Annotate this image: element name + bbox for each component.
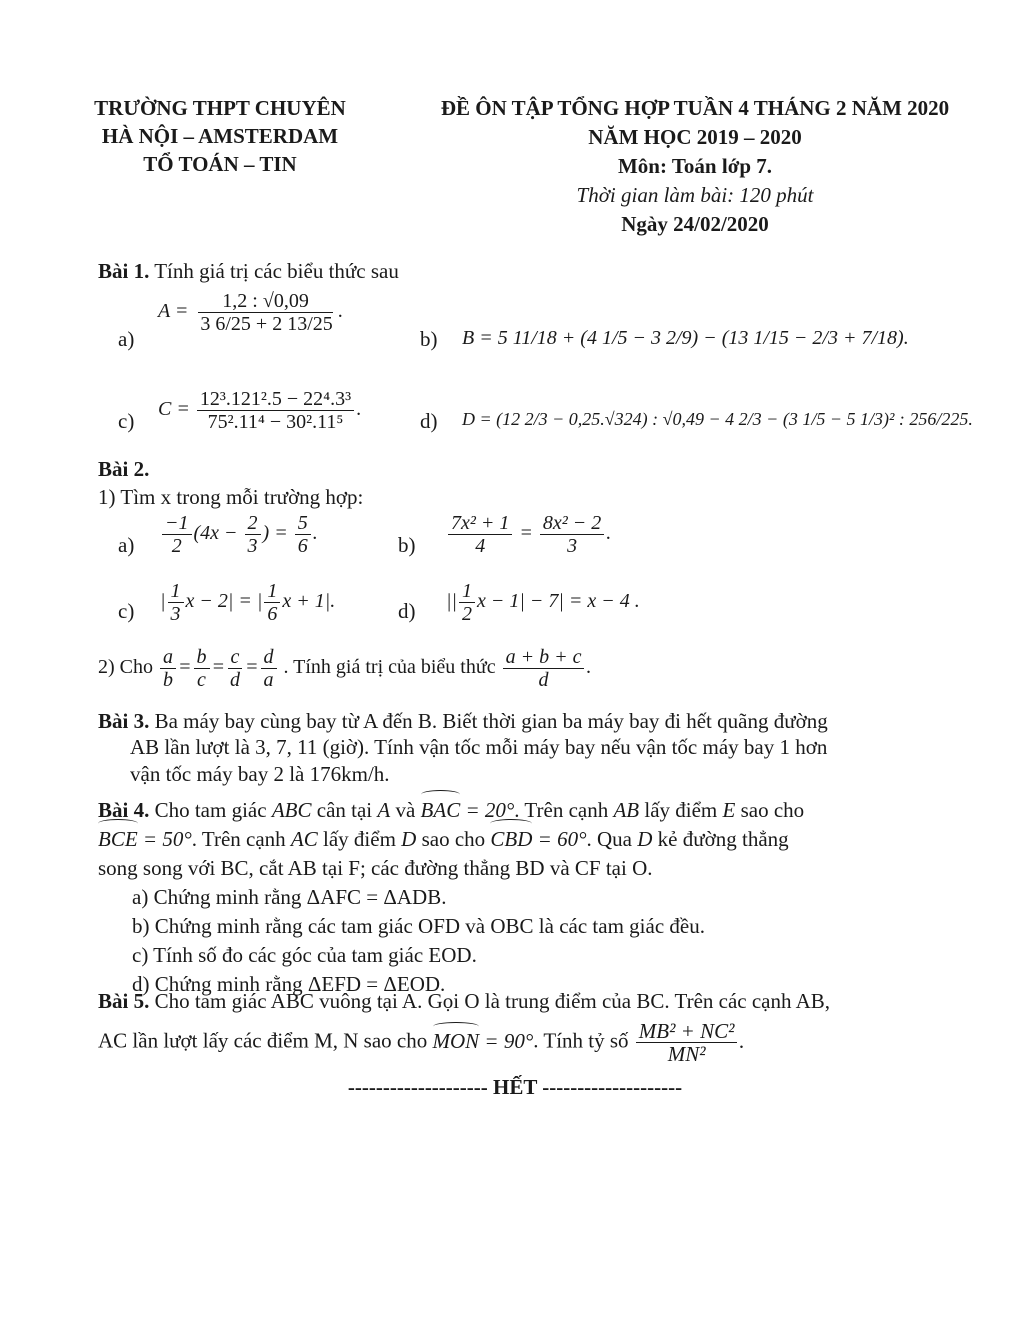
- bai1-title: Bài 1.: [98, 259, 150, 283]
- bai4-text: cân tại: [316, 798, 373, 822]
- bai1-a-expression: A = $\frac{1,2 : √0,09}{3 6/25 + 2 13/25}$ .: [158, 290, 343, 335]
- bai1-c-expression: C = $\frac{\text{12³.121².5 − 22⁴.3³}}{\text{75².11⁴ − 30².11⁵}}$ .: [158, 388, 362, 433]
- bai2-part2-text: . Tính giá trị của biểu thức: [283, 656, 496, 679]
- bai1-heading: [98, 258, 984, 284]
- bai1-c-prefix: C =: [158, 398, 190, 421]
- bai1-b-label: b): [420, 327, 438, 351]
- duration: Thời gian làm bài: 120 phút: [576, 183, 814, 207]
- bai4-text: . Trên cạnh: [191, 827, 286, 851]
- exam-title: ĐỀ ÔN TẬP TỔNG HỢP TUẦN 4 THÁNG 2 NĂM 2020: [440, 96, 950, 120]
- bai4-question-b: b) Chứng minh rằng các tam giác OFD và OBC là các tam giác đều.: [132, 914, 705, 938]
- bai5: Bài 5. Cho tam giác ABC vuông tại A. Gọi O là trung điểm của BC. Trên các cạnh AB, AC lần lượt lấy các điểm M, N sao cho MON = 90°. Tính tỷ số $\frac{\text{MB² + NC²}}{\text{MN²}}$ .: [98, 989, 831, 1067]
- bai1-d-label: d): [420, 409, 438, 433]
- bai2-a-label: a): [118, 533, 135, 557]
- bai3-line3: vận tốc máy bay 2 là 176km/h.: [130, 761, 390, 786]
- bai4-question-d: d) Chứng minh rằng ΔEFD = ΔEOD.: [132, 972, 446, 996]
- bai4-text: . Trên cạnh: [514, 798, 609, 822]
- bai3-line2: AB lần lượt là 3, 7, 11 (giờ). Tính vận tốc mỗi máy bay nếu vận tốc máy bay 1 hơn: [130, 735, 828, 760]
- exam-header: [400, 94, 990, 239]
- bai4: Bài 4. Cho tam giác ABC cân tại A và BAC = 20°. Trên cạnh AB lấy điểm E sao cho BCE = 50°. Trên cạnh AC lấy điểm D sao cho CBD = 60°. Qua D kẻ đường thẳng song song với BC, cắt AB tại F; các đường thẳng BD và CF tại O. a) Chứng minh rằng ΔAFC = ΔADB. b) Chứng minh rằng các tam giác OFD và OBC là các tam giác đều. c) Tính số đo các góc của tam giác EOD. d) Chứng minh rằng ΔEFD = ΔEOD.: [98, 796, 933, 999]
- school-year: NĂM HỌC 2019 – 2020: [588, 125, 802, 149]
- bai4-text: lấy điểm: [644, 798, 718, 822]
- bai1-c-denominator: 75².11⁴ − 30².11⁵: [207, 411, 344, 433]
- school-header: [70, 94, 370, 178]
- bai4-question-c: c) Tính số đo các góc của tam giác EOD.: [132, 943, 477, 967]
- bai4-question-a: a) Chứng minh rằng ΔAFC = ΔADB.: [132, 885, 447, 909]
- end-marker: -------------------- HẾT --------------------: [347, 1075, 683, 1099]
- bai2-d-label: d): [398, 599, 416, 623]
- bai4-text: . Qua: [586, 827, 632, 851]
- department: TỔ TOÁN – TIN: [143, 152, 297, 176]
- bai1-c-label: c): [118, 409, 135, 433]
- bai4-title: Bài 4.: [98, 798, 150, 822]
- school-name-line1: TRƯỜNG THPT CHUYÊN: [94, 96, 346, 120]
- bai2-title: Bài 2.: [98, 457, 150, 481]
- bai2-b-label: b): [398, 533, 416, 557]
- bai2-d-equation: || $\frac{1}{2}$ x − 1| − 7| = x − 4 .: [446, 580, 640, 625]
- bai4-text: kẻ đường thẳng: [657, 827, 789, 851]
- bai3: [98, 708, 933, 787]
- bai2-part2: 2) Cho $\frac{a}{b}$ = $\frac{b}{c}$ = $\frac{c}{d}$ = $\frac{d}{a}$ . Tính giá trị của biểu thức $\frac{a + b + c}{d}$ .: [98, 646, 592, 691]
- bai1-a-prefix: A =: [158, 300, 189, 323]
- bai5-title: Bài 5.: [98, 989, 150, 1013]
- bai3-title: Bài 3.: [98, 709, 150, 733]
- bai4-text: lấy điểm: [323, 827, 396, 851]
- bai3-line1: Ba máy bay cùng bay từ A đến B. Biết thời gian ba máy bay đi hết quãng đường: [154, 709, 828, 733]
- bai1-d-expression: D = (12 2/3 − 0,25.√324) : √0,49 − 4 2/3 − (3 1/5 − 5 1/3)² : 256/225.: [462, 409, 973, 429]
- bai5-line1: Cho tam giác ABC vuông tại A. Gọi O là trung điểm của BC. Trên các cạnh AB,: [154, 989, 831, 1013]
- bai4-text: sao cho: [421, 827, 486, 851]
- exam-date: Ngày 24/02/2020: [621, 212, 769, 236]
- bai2-a-equation: $\frac{-1}{2}$ (4x − $\frac{2}{3}$ ) = $\frac{5}{6}$ .: [160, 512, 318, 557]
- bai2-b-equation: $\frac{\text{7x² + 1}}{4}$ = $\frac{\text{8x² − 2}}{3}$ .: [446, 512, 611, 557]
- bai1-b-expression: B = 5 11/18 + (4 1/5 − 3 2/9) − (13 1/15 − 2/3 + 7/18).: [462, 327, 909, 349]
- subject: Môn: Toán lớp 7.: [617, 154, 772, 178]
- bai1-intro: Tính giá trị các biểu thức sau: [154, 259, 399, 283]
- bai5-line2a: AC lần lượt lấy các điểm M, N sao cho: [98, 1028, 428, 1053]
- bai2-c-equation: | $\frac{1}{3}$ x − 2| = | $\frac{1}{6}$ x + 1|.: [160, 580, 336, 625]
- bai1-a-numerator: 1,2 : √0,09: [219, 290, 312, 313]
- bai2-c-label: c): [118, 599, 135, 623]
- bai4-text: và: [395, 798, 416, 822]
- bai4-text: sao cho: [740, 798, 805, 822]
- bai2-part2-prefix: 2) Cho: [98, 656, 153, 679]
- bai1-c-numerator: 12³.121².5 − 22⁴.3³: [197, 388, 354, 411]
- bai4-text: Cho tam giác: [154, 798, 267, 822]
- school-name-line2: HÀ NỘI – AMSTERDAM: [101, 124, 339, 148]
- bai2-part1: 1) Tìm x trong mỗi trường hợp:: [98, 485, 364, 509]
- bai1-a-label: a): [118, 327, 135, 351]
- bai4-line3: song song với BC, cắt AB tại F; các đường thẳng BD và CF tại O.: [98, 856, 653, 880]
- bai5-line2b: . Tính tỷ số: [533, 1028, 629, 1053]
